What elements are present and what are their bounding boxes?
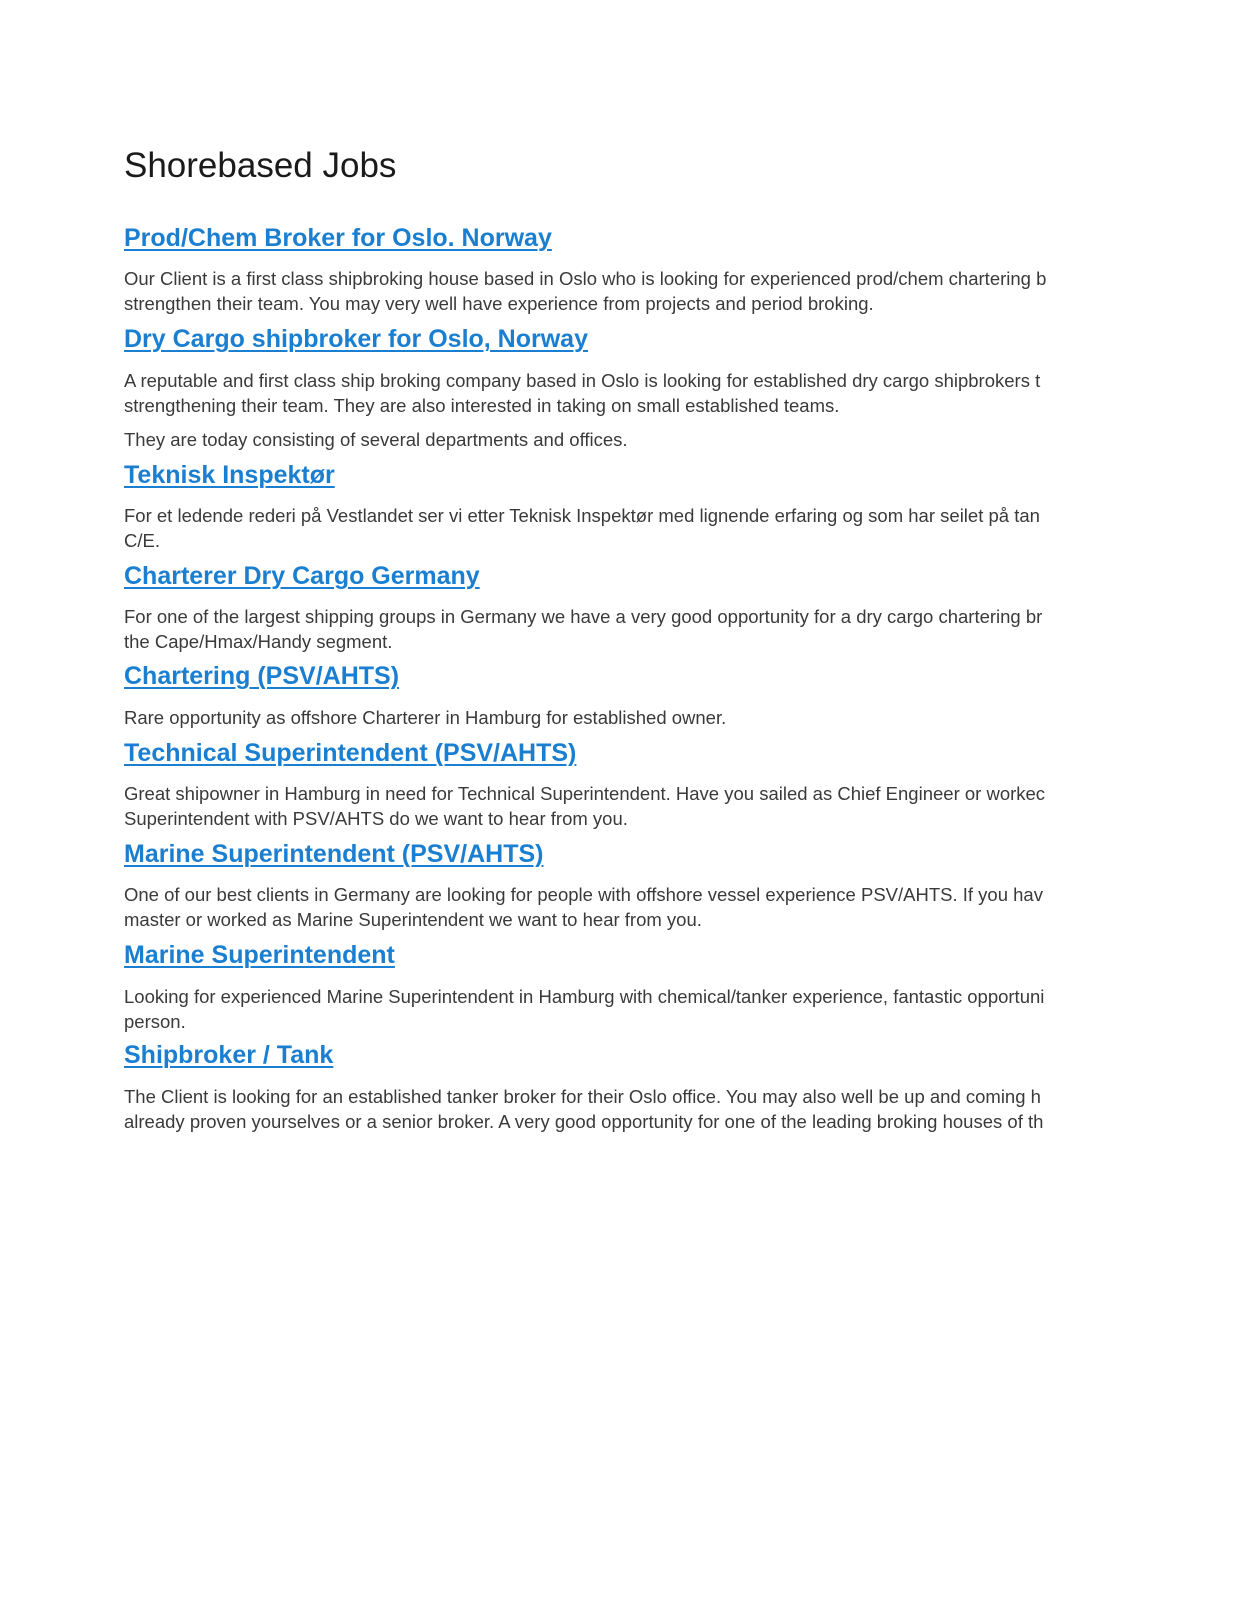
job-description-line: Our Client is a first class shipbroking house based in Oslo who is looking for experienced prod/chem chartering b xyxy=(124,268,1047,289)
job-description xyxy=(124,984,1044,1034)
job-description-line: For one of the largest shipping groups in Germany we have a very good opportunity for a dry cargo chartering br xyxy=(124,606,1043,627)
jobs-list xyxy=(124,0,1106,1600)
job-description-line: A reputable and first class ship broking company based in Oslo is looking for established dry cargo shipbrokers t xyxy=(124,370,1041,391)
job-description-line: For et ledende rederi på Vestlandet ser vi etter Teknisk Inspektør med lignende erfaring og som har seilet på tan xyxy=(124,505,1040,526)
job-link-prod-chem-broker[interactable]: Prod/Chem Broker for Oslo. Norway xyxy=(124,224,552,252)
job-link-chartering-psv-ahts[interactable]: Chartering (PSV/AHTS) xyxy=(124,662,400,690)
job-link-technical-superintendent[interactable]: Technical Superintendent (PSV/AHTS) xyxy=(124,739,577,767)
job-description-line: Great shipowner in Hamburg in need for Technical Superintendent. Have you sailed as Chief Engineer or workec xyxy=(124,783,1046,804)
job-description xyxy=(124,1084,1043,1134)
job-link-charterer-dry-cargo-germany[interactable]: Charterer Dry Cargo Germany xyxy=(124,562,480,590)
job-description xyxy=(124,604,1042,654)
job-description-extra xyxy=(124,427,628,452)
job-description-line: The Client is looking for an established tanker broker for their Oslo office. You may also well be up and coming h xyxy=(124,1086,1041,1107)
job-description xyxy=(124,882,1043,932)
job-description-line: person. xyxy=(124,1011,186,1032)
job-description xyxy=(124,266,1046,316)
job-description-line: the Cape/Hmax/Handy segment. xyxy=(124,631,393,652)
job-description xyxy=(124,368,1040,418)
job-description-line: Superintendent with PSV/AHTS do we want to hear from you. xyxy=(124,808,628,829)
job-description xyxy=(124,503,1040,553)
job-description-line: master or worked as Marine Superintendent we want to hear from you. xyxy=(124,909,702,930)
page-title: Shorebased Jobs xyxy=(124,146,397,185)
job-link-teknisk-inspektor[interactable]: Teknisk Inspektør xyxy=(124,461,335,489)
job-description-line: strengthening their team. They are also interested in taking on small established teams. xyxy=(124,395,840,416)
job-description xyxy=(124,705,726,730)
job-description-line: Looking for experienced Marine Superintendent in Hamburg with chemical/tanker experience, fantastic opportuni xyxy=(124,986,1045,1007)
job-link-marine-superintendent[interactable]: Marine Superintendent xyxy=(124,941,395,969)
job-link-dry-cargo-shipbroker[interactable]: Dry Cargo shipbroker for Oslo, Norway xyxy=(124,325,588,353)
job-link-shipbroker-tank[interactable]: Shipbroker / Tank xyxy=(124,1041,334,1069)
job-link-marine-superintendent-psv-ahts[interactable]: Marine Superintendent (PSV/AHTS) xyxy=(124,840,544,868)
job-description xyxy=(124,781,1045,831)
job-description-line: They are today consisting of several departments and offices. xyxy=(124,429,628,450)
job-description-line: C/E. xyxy=(124,530,160,551)
job-description-line: already proven yourselves or a senior broker. A very good opportunity for one of the leading broking houses of th xyxy=(124,1111,1044,1132)
job-description-line: strengthen their team. You may very well have experience from projects and period broking. xyxy=(124,293,874,314)
job-description-line: Rare opportunity as offshore Charterer in Hamburg for established owner. xyxy=(124,707,727,728)
job-description-line: One of our best clients in Germany are looking for people with offshore vessel experience PSV/AHTS. If you hav xyxy=(124,884,1043,905)
